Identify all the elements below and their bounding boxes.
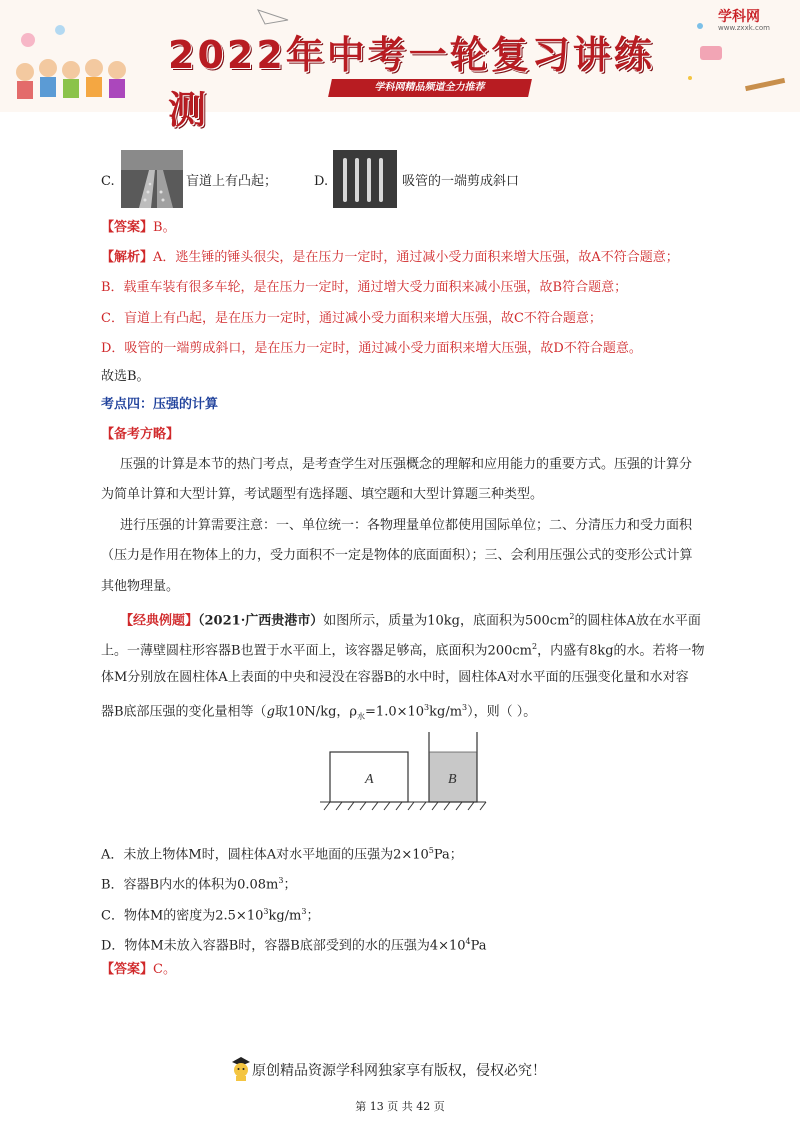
example-line3: 体M分别放在圆柱体A上表面的中央和浸没在容器B的水中时，圆柱体A对水平面的压强变化量和水对容 — [101, 670, 689, 685]
answer-2-tag: 【答案】 — [101, 962, 154, 977]
choice-b-text: B．容器B内水的体积为0.08m — [101, 877, 279, 893]
analysis-b: B．载重车装有很多车轮，是在压力一定时，通过增大受力面积来减小压强，故B符合题意； — [101, 280, 628, 295]
tactile-paving-photo — [121, 150, 183, 208]
site-logo[interactable] — [718, 6, 770, 32]
strategy-p1-line1: 压强的计算是本节的热门考点，是考查学生对压强概念的理解和应用能力的重要方式。压强的计算分 — [120, 457, 693, 472]
option-d-text: 吸管的一端剪成斜口 — [402, 174, 520, 189]
analysis-c: C．盲道上有凸起，是在压力一定时，通过减小受力面积来增大压强，故C不符合题意； — [101, 311, 602, 326]
choice-a-text: A．未放上物体M时，圆柱体A对水平地面的压强为2×10 — [101, 847, 429, 863]
choice-d-sup: 4 — [465, 937, 471, 946]
container-b-label: B — [448, 772, 457, 787]
example-l4-sup: 3 — [424, 703, 430, 712]
choice-d-text: D．物体M未放入容器B时，容器B底部受到的水的压强为4×10 — [101, 938, 466, 954]
example-line2 — [101, 637, 705, 661]
choice-b-end: ； — [283, 877, 297, 893]
option-c-text: 盲道上有凸起； — [186, 174, 278, 189]
analysis-a-text: A．逃生锤的锤头很尖，是在压力一定时，通过减小受力面积来增大压强，故A不符合题意； — [153, 250, 679, 265]
choice-a-sup: 5 — [428, 846, 434, 855]
choice-d — [101, 932, 701, 956]
option-d-label: D. — [314, 174, 329, 189]
example-l2-text: 上。一薄壁圆柱形容器B也置于水平面上，该容器足够高，底面积为200cm — [101, 643, 532, 659]
example-line4 — [101, 698, 701, 727]
example-l4-text: 器B底部压强的变化量相等（ — [101, 704, 267, 720]
choice-c-unit: kg/m — [268, 908, 302, 924]
strategy-p2-line3: 其他物理量。 — [101, 579, 180, 594]
section-title: 考点四：压强的计算 — [101, 397, 219, 412]
analysis-a — [101, 248, 701, 268]
answer-2-value: C。 — [153, 962, 176, 977]
header-title: 2022年中考一轮复习讲练测 — [168, 33, 655, 132]
logo-text: 学科网 — [718, 9, 760, 25]
example-l2-sup: 2 — [531, 642, 538, 651]
example-tag: 【经典例题】 — [120, 613, 199, 629]
choice-c-text: C．物体M的密度为2.5×10 — [101, 908, 264, 924]
header-banner: 学科网精品频道全力推荐 — [328, 79, 532, 97]
strategy-p2-line1: 进行压强的计算需要注意：一、单位统一：各物理量单位都使用国际单位；二、分清压力和受力面积 — [120, 518, 693, 533]
answer-2 — [101, 960, 701, 980]
copyright-notice: 原创精品资源学科网独家享有版权，侵权必究！ — [252, 1063, 546, 1079]
strategy-p1-line2: 为简单计算和大型计算，考试题型有选择题、填空题和大型计算题三种类型。 — [101, 487, 544, 502]
cylinder-a-label: A — [365, 772, 374, 787]
strategy-p2-line2: （压力是作用在物体上的力，受力面积不一定是物体的底面面积）；三、会利用压强公式的变形公式计算 — [101, 548, 693, 563]
logo-url: www.zxxk.com — [718, 24, 770, 32]
choice-c-sup: 3 — [263, 907, 269, 916]
example-l2-text-2: ，内盛有8kg的水。若将一物 — [537, 643, 705, 659]
choice-a — [101, 841, 701, 865]
analysis-conclusion: 故选B。 — [101, 369, 150, 384]
page-number: 第 13 页 共 42 页 — [355, 1100, 445, 1113]
choice-c — [101, 902, 701, 926]
example-l4-sup-2: 3 — [462, 703, 468, 712]
ground-hatching — [320, 802, 486, 810]
choice-c-sup-2: 3 — [301, 907, 307, 916]
example-l1-sup: 2 — [569, 612, 575, 621]
example-l4-sub: 水 — [357, 711, 366, 721]
example-l1-text: 如图所示，质量为10kg，底面积为500cm — [323, 613, 570, 629]
answer-1-tag: 【答案】 — [101, 220, 154, 235]
answer-1-value: B。 — [153, 220, 176, 235]
analysis-tag: 【解析】 — [101, 250, 154, 265]
example-figure — [318, 730, 488, 812]
analysis-d: D．吸管的一端剪成斜口，是在压力一定时，通过减小受力面积来增大压强，故D不符合题意。 — [101, 341, 642, 356]
example-l1-text-2: 的圆柱体A放在水平面 — [574, 613, 701, 629]
example-l4-text-2: 取10N/kg，ρ — [274, 704, 358, 720]
choice-d-unit: Pa — [470, 938, 487, 954]
choice-b — [101, 871, 701, 895]
option-c-label: C. — [101, 174, 115, 189]
strategy-tag: 【备考方略】 — [101, 427, 180, 442]
straws-photo — [333, 150, 397, 208]
example-l4-text-3: =1.0×10 — [365, 704, 425, 720]
choice-c-end: ； — [306, 908, 320, 924]
example-l4-text-4: kg/m — [429, 704, 463, 720]
choice-b-sup: 3 — [278, 876, 284, 885]
example-l4-text-5: ），则（ ）。 — [467, 704, 537, 720]
choice-a-unit: Pa； — [433, 847, 463, 863]
answer-1 — [101, 218, 701, 238]
mascot-icon — [230, 1054, 252, 1082]
page-header — [0, 0, 800, 132]
example-source: （2021·广西贵港市） — [198, 613, 324, 629]
example-l4-g: g — [266, 704, 275, 720]
example-line1 — [120, 607, 720, 631]
